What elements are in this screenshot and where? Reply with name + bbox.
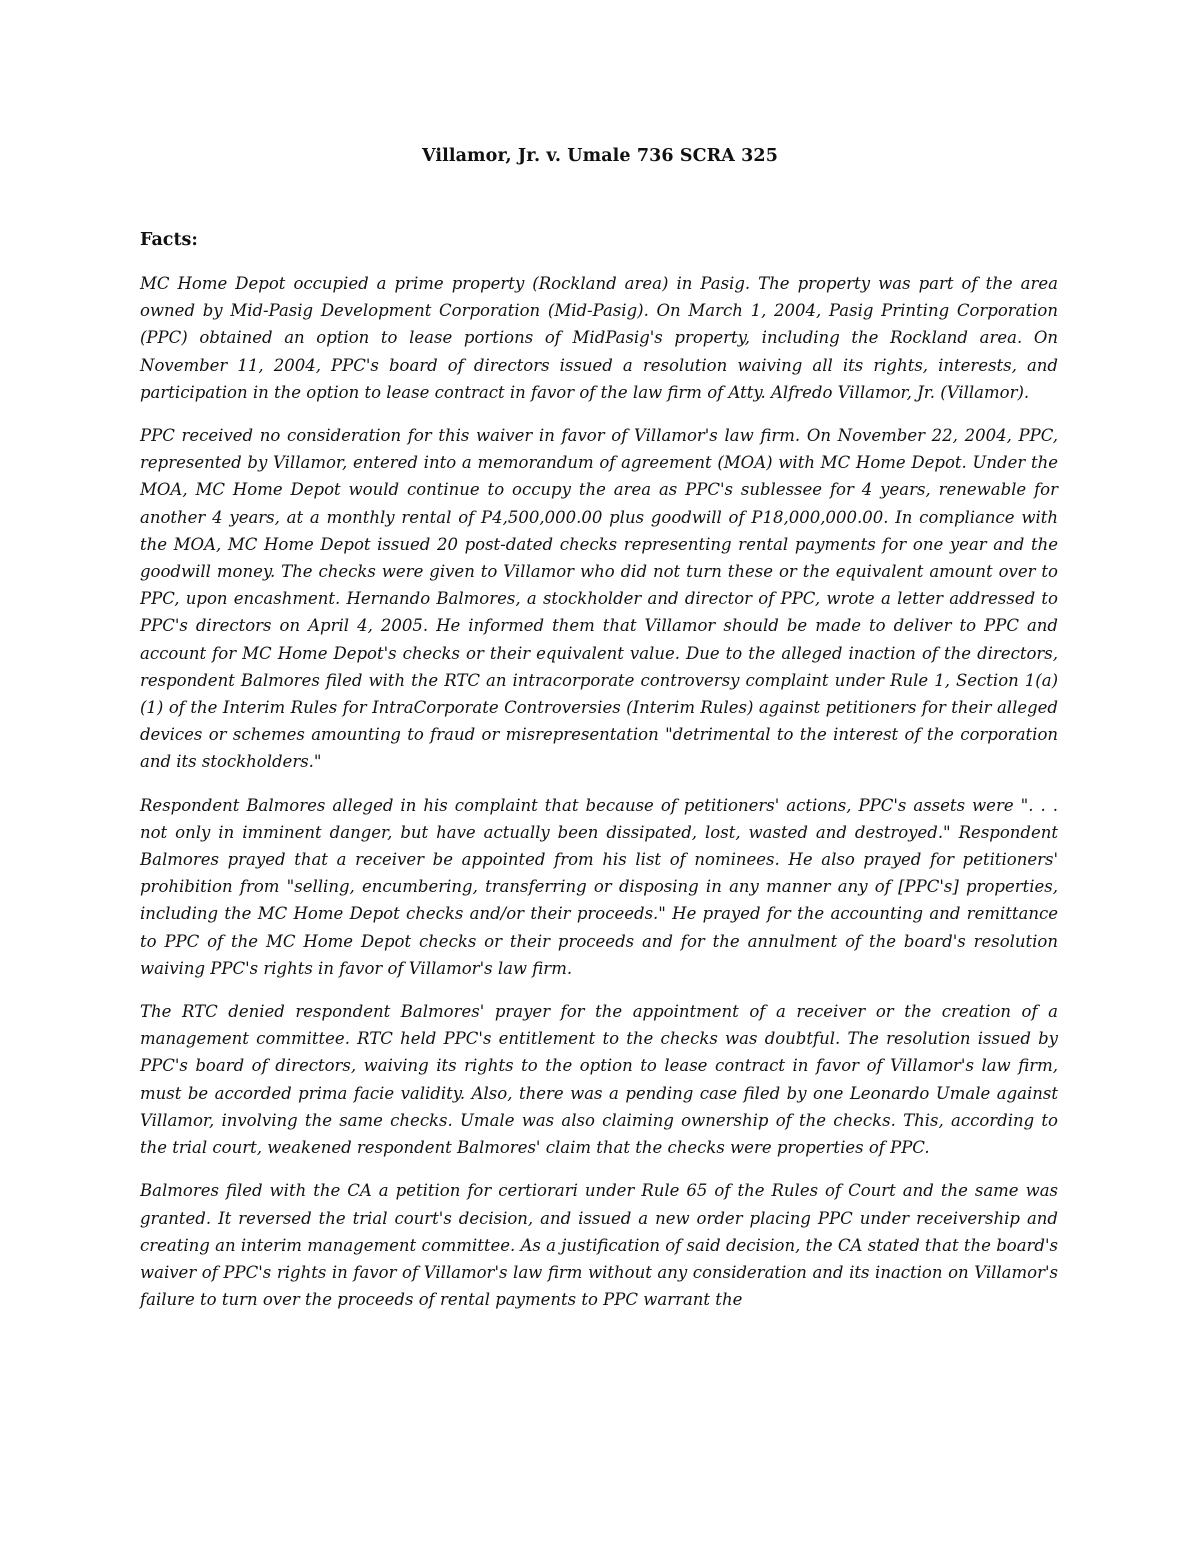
document-title: Villamor, Jr. v. Umale 736 SCRA 325 — [422, 146, 778, 166]
paragraph-1: MC Home Depot occupied a prime property (Rockland area) in Pasig. The property was part of the area owned by Mid-Pasig Development Corporation (Mid-Pasig). On March 1, 2004, Pasig Printing Corporation (PPC) obtained an option to lease portions of MidPasig's property, including the Rockland area. On November 11, 2004, PPC's board of directors issued a resolution waiving all its rights, interests, and participation in the option to lease contract in favor of the law firm of Atty. Alfredo Villamor, Jr. (Villamor). — [140, 274, 1058, 402]
paragraph-5: Balmores filed with the CA a petition for certiorari under Rule 65 of the Rules of Court and the same was granted. It reversed the trial court's decision, and issued a new order placing PPC under receivership and creating an interim management committee. As a justification of said decision, the CA stated that the board's waiver of PPC's rights in favor of Villamor's law firm without any consideration and its inaction on Villamor's failure to turn over the proceeds of rental payments to PPC warrant the — [140, 1181, 1058, 1310]
document-body — [140, 270, 1058, 1329]
paragraph-2: PPC received no consideration for this waiver in favor of Villamor's law firm. On November 22, 2004, PPC, represented by Villamor, entered into a memorandum of agreement (MOA) with MC Home Depot. Under the MOA, MC Home Depot would continue to occupy the area as PPC's sublessee for 4 years, renewable for another 4 years, at a monthly rental of P4,500,000.00 plus goodwill of P18,000,000.00. In compliance with the MOA, MC Home Depot issued 20 post-dated checks representing rental payments for one year and the goodwill money. The checks were given to Villamor who did not turn these or the equivalent amount over to PPC, upon encashment. Hernando Balmores, a stockholder and director of PPC, wrote a letter addressed to PPC's directors on April 4, 2005. He informed them that Villamor should be made to deliver to PPC and account for MC Home Depot's checks or their equivalent value. Due to the alleged inaction of the directors, respondent Balmores filed with the RTC an intracorporate controversy complaint under Rule 1, Section 1(a)(1) of the Interim Rules for IntraCorporate Controversies (Interim Rules) against petitioners for their alleged devices or schemes amounting to fraud or misrepresentation "detrimental to the interest of the corporation and its stockholders." — [140, 426, 1058, 772]
paragraph-3: Respondent Balmores alleged in his complaint that because of petitioners' actions, PPC's assets were ". . . not only in imminent danger, but have actually been dissipated, lost, wasted and destroyed." Respondent Balmores prayed that a receiver be appointed from his list of nominees. He also prayed for petitioners' prohibition from "selling, encumbering, transferring or disposing in any manner any of [PPC's] properties, including the MC Home Depot checks and/or their proceeds." He prayed for the accounting and remittance to PPC of the MC Home Depot checks or their proceeds and for the annulment of the board's resolution waiving PPC's rights in favor of Villamor's law firm. — [140, 795, 1058, 978]
paragraph-4: The RTC denied respondent Balmores' prayer for the appointment of a receiver or the creation of a management committee. RTC held PPC's entitlement to the checks was doubtful. The resolution issued by PPC's board of directors, waiving its rights to the option to lease contract in favor of Villamor's law firm, must be accorded prima facie validity. Also, there was a pending case filed by one Leonardo Umale against Villamor, involving the same checks. Umale was also claiming ownership of the checks. This, according to the trial court, weakened respondent Balmores' claim that the checks were properties of PPC. — [140, 1002, 1058, 1158]
section-heading-facts: Facts: — [140, 230, 198, 250]
